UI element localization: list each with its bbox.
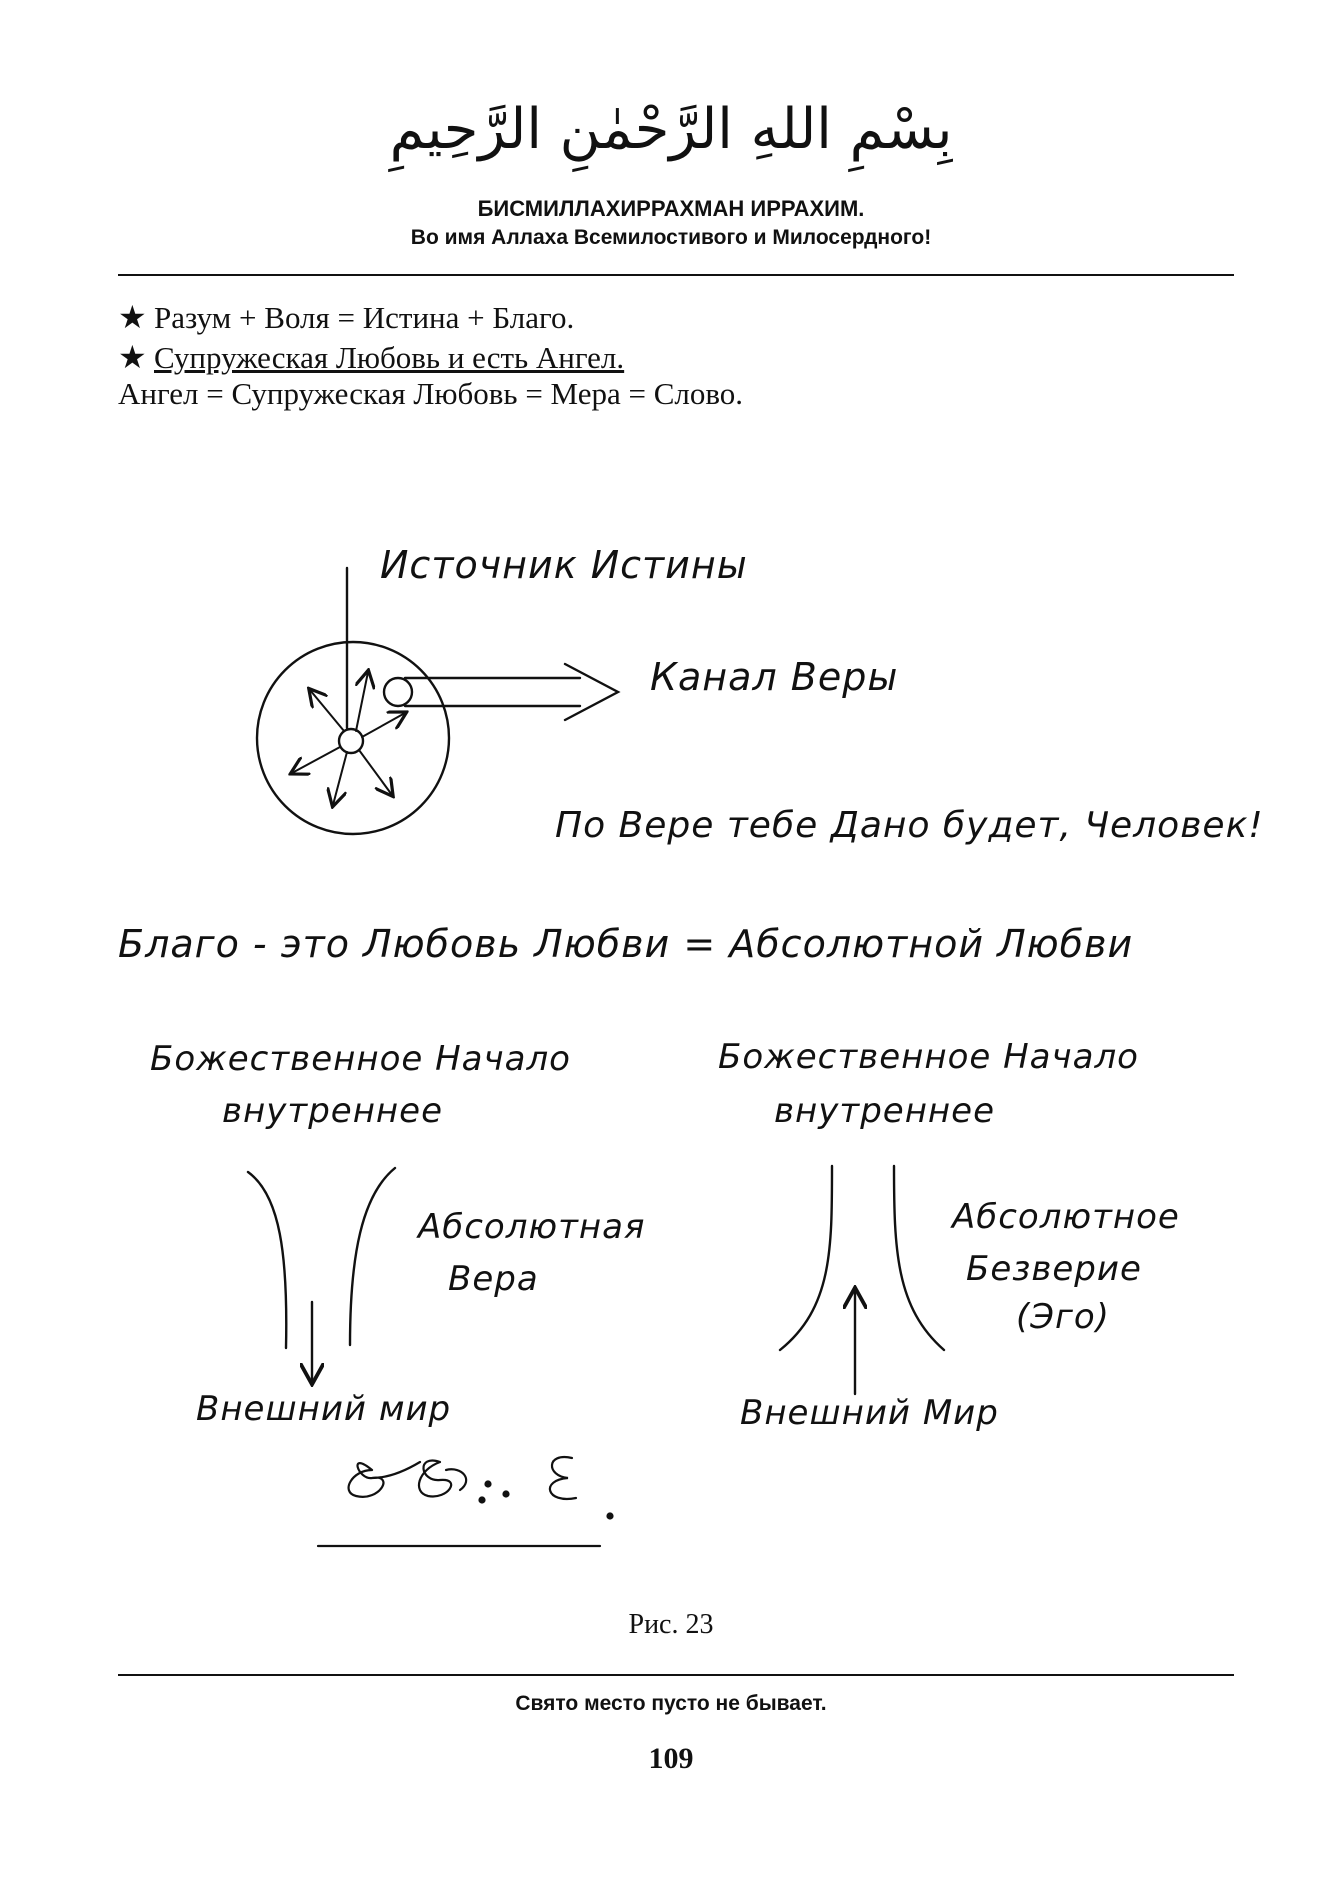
right-side-label-3: (Эго)	[1016, 1297, 1110, 1337]
right-top-label-1: Божественное Начало	[718, 1037, 1139, 1077]
formula-text-1: Разум + Воля = Истина + Благо.	[154, 300, 575, 335]
right-curve-1	[780, 1166, 832, 1350]
source-label: Источник Истины	[380, 543, 748, 587]
header-title: БИСМИЛЛАХИРРАХМАН ИРРАХИМ.	[477, 196, 865, 221]
channel-label: Канал Веры	[650, 655, 899, 699]
left-top-label-2: внутреннее	[222, 1091, 443, 1131]
outer-circle	[257, 642, 449, 834]
source-diagram	[257, 568, 618, 834]
figure-23-diagram	[0, 520, 1342, 1580]
right-side-label-2: Безверие	[966, 1249, 1142, 1289]
bismillah-calligraphy	[0, 70, 1342, 180]
formula-line-2	[118, 338, 624, 376]
star-icon: ★	[118, 339, 147, 375]
page-number: 109	[648, 1742, 694, 1775]
header-subtitle: Во имя Аллаха Всемилостивого и Милосердного!	[410, 226, 932, 249]
right-side-label-1: Абсолютное	[952, 1197, 1180, 1237]
right-top-label-2: внутреннее	[774, 1091, 995, 1131]
footer-proverb: Свято место пусто не бывает.	[515, 1692, 827, 1715]
left-curve-2	[350, 1168, 395, 1345]
formula-text-2: Супружеская Любовь и есть Ангел.	[154, 340, 625, 375]
bottom-divider	[118, 1674, 1234, 1676]
figure-caption: Рис. 23	[628, 1609, 714, 1640]
good-definition: Благо - это Любовь Любви = Абсолютной Любви	[118, 922, 1134, 966]
radiating-arrows	[292, 672, 405, 805]
left-top-label-1: Божественное Начало	[150, 1039, 571, 1079]
left-bottom-label: Внешний мир	[196, 1389, 452, 1429]
left-side-label-2: Вера	[448, 1259, 539, 1299]
unbelief-diagram	[780, 1166, 944, 1394]
formula-line-3: Ангел = Супружеская Любовь = Мера = Слово.	[118, 376, 744, 411]
star-icon: ★	[118, 299, 147, 335]
top-divider	[118, 274, 1234, 276]
right-bottom-label: Внешний Мир	[740, 1393, 999, 1433]
channel-origin-circle	[384, 678, 412, 706]
signature	[318, 1457, 613, 1546]
left-curve-1	[248, 1172, 286, 1348]
calligraphy-text: بِسْمِ اللهِ الرَّحْمٰنِ الرَّحِيمِ	[389, 97, 953, 162]
faith-sentence: По Вере тебе Дано будет, Человек!	[555, 805, 1264, 846]
left-side-label-1: Абсолютная	[418, 1207, 646, 1247]
right-curve-2	[894, 1166, 944, 1350]
formula-line-1	[118, 298, 574, 336]
